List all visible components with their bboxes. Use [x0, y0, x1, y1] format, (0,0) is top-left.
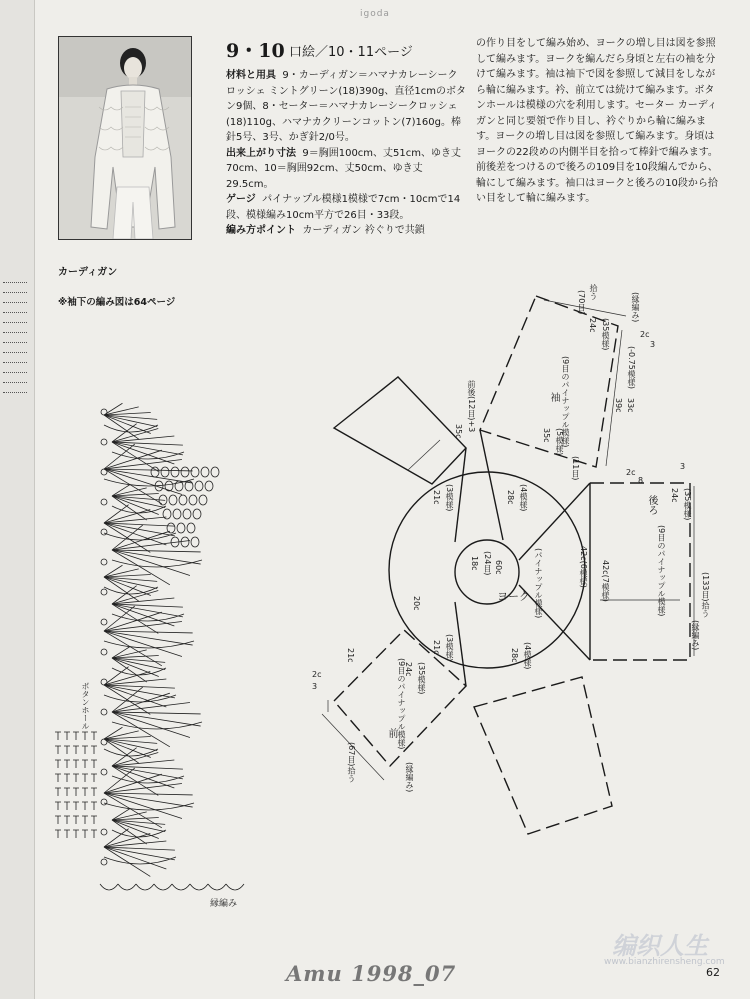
chart-stroke: [118, 884, 136, 890]
chart-stroke: [91, 788, 97, 796]
chart-stroke: [104, 469, 162, 504]
chart-stroke: [104, 631, 193, 633]
chart-stroke: [112, 586, 137, 604]
chart-stroke: [112, 712, 190, 738]
sleeve-rows: (-0.75模様): [627, 346, 636, 389]
chart-stroke: [136, 884, 154, 890]
chart-stroke: [211, 467, 219, 477]
chart-stroke: [104, 667, 129, 685]
sleeve-note: ※袖下の編み図は64ページ: [58, 297, 176, 308]
chart-stroke: [73, 774, 79, 782]
edge-front: (縁編み): [405, 762, 414, 793]
dim-11: (11目): [571, 456, 580, 481]
chart-stroke: [64, 816, 70, 824]
chart-stroke: [104, 784, 182, 794]
chart-stroke: [91, 732, 97, 740]
yoke-21c-b: 21c: [432, 640, 441, 655]
sleeve-24c-sub: (35模様): [601, 318, 610, 351]
dim-3-b: 3: [680, 462, 686, 471]
chart-stroke: [104, 523, 166, 545]
chart-stroke: [181, 537, 189, 547]
chart-stroke: [104, 631, 162, 666]
sleeve-35c: 35c: [542, 428, 551, 443]
chart-stroke: [112, 658, 165, 662]
pattern-number: 9・10: [226, 40, 285, 62]
chart-stroke: [82, 746, 88, 754]
chart-stroke: [101, 559, 107, 565]
chart-stroke: [101, 769, 107, 775]
chart-stroke: [104, 505, 129, 523]
neck-sts: (24目): [483, 551, 492, 576]
chart-stroke: [101, 529, 107, 535]
edge-back: (縁編み): [691, 620, 700, 651]
chart-stroke: [112, 496, 165, 500]
chart-stroke: [64, 760, 70, 768]
dim-3-c: 3: [312, 682, 318, 691]
chart-stroke: [64, 830, 70, 838]
chart-stroke: [161, 467, 169, 477]
chart-stroke: [73, 732, 79, 740]
chart-stroke: [171, 467, 179, 477]
chart-stroke: [199, 495, 207, 505]
chart-stroke: [104, 793, 193, 807]
chart-stroke: [55, 830, 61, 838]
chart-stroke: [112, 550, 201, 552]
chart-stroke: [112, 525, 143, 550]
chart-stroke: [112, 722, 202, 729]
materials-text: 9・カーディガン＝ハマナカレーシークロッシェ ミントグリーン(18)390g、直径1cmのボタン9個、8・セーター＝ハマナカレーシークロッシェ(18)110g、ハマナカクリーンコットン(7)160g。棒針5号、3号、かぎ針2/0号。: [226, 70, 466, 143]
chart-stroke: [172, 884, 190, 890]
chart-stroke: [104, 803, 194, 810]
instructions-continued: の作り目をして編み始め、ヨークの増し目は図を参照して編みます。ヨークを編んだら身頃と左右の袖を分けて編みます。袖は袖下で図を参照して減目をしながら輪に編みます。衿、前立ては続けて編みます。ボタンホールは模様の穴を利用します。セーター カーディガンと同じ要領で作り目し、衿ぐりから輪に編みます。ヨークの増し目は図を参照して編みます。身頃はヨークの22段めの内側半目を拾って棒針で編みます。前後差をつけるので後ろの109目を10段編んでから、輪にして編みます。袖口はヨークと後ろの10段から拾い目をして輪に編みます。: [476, 38, 718, 204]
chart-stroke: [82, 830, 88, 838]
front-upper-panel: [334, 377, 466, 484]
chart-stroke: [104, 739, 157, 743]
chart-stroke: [73, 802, 79, 810]
chart-stroke: [112, 712, 201, 714]
chart-stroke: [55, 802, 61, 810]
chart-stroke: [73, 746, 79, 754]
chart-stroke: [104, 622, 182, 632]
finished-size-heading: 出来上がり寸法: [226, 147, 296, 159]
yoke-28c-b: 28c: [510, 648, 519, 663]
chart-stroke: [104, 450, 162, 469]
chart-stroke: [82, 788, 88, 796]
chart-stroke: [183, 509, 191, 519]
chart-stroke: [55, 816, 61, 824]
sleeve-35c-sub: (5模様): [555, 428, 564, 456]
chart-stroke: [112, 703, 190, 713]
chart-stroke: [82, 816, 88, 824]
chart-stroke: [101, 829, 107, 835]
knitting-points-text: カーディガン 衿ぐりで共鎖: [302, 225, 425, 236]
chart-stroke: [193, 509, 201, 519]
chart-stroke: [112, 550, 170, 585]
chart-stroke: [104, 479, 194, 486]
chart-stroke: [64, 746, 70, 754]
chart-stroke: [64, 732, 70, 740]
front-20c: 20c: [412, 596, 421, 611]
buttonhole-label: ボタンホール: [81, 682, 90, 730]
chart-stroke: [91, 746, 97, 754]
chart-stroke: [73, 760, 79, 768]
chart-stroke: [104, 631, 193, 645]
yoke-sts: 前後(12目)+3: [467, 380, 476, 433]
chart-stroke: [177, 523, 185, 533]
front-24c: 24c: [404, 662, 413, 677]
chart-stroke: [73, 788, 79, 796]
magazine-brand: Amu 1998_07: [286, 961, 457, 986]
chart-stroke: [55, 732, 61, 740]
materials-heading: 材料と用具: [226, 70, 276, 81]
watermark-url: www.bianzhirensheng.com: [604, 957, 725, 967]
chart-stroke: [101, 409, 107, 415]
chart-stroke: [151, 467, 159, 477]
chart-stroke: [112, 424, 137, 442]
chart-stroke: [208, 884, 226, 890]
chart-stroke: [101, 499, 107, 505]
page-number: 62: [706, 966, 720, 979]
chart-stroke: [91, 760, 97, 768]
sleeve-panel-2: [474, 677, 612, 834]
yoke-21c-sub-b: (3模様): [445, 634, 454, 662]
chart-stroke: [187, 523, 195, 533]
yoke-28c-sub-b: (4模様): [523, 642, 532, 670]
dim-2c-c: 2c: [312, 670, 322, 679]
gauge-text: パイナップル模様1模様で7cm・10cmで14段、模様編み10cm平方で26目・33段。: [226, 194, 461, 221]
chart-stroke: [104, 460, 182, 470]
chart-stroke: [104, 793, 182, 819]
chart-stroke: [167, 523, 175, 533]
neck-dim: 18c: [470, 556, 479, 571]
chart-stroke: [73, 830, 79, 838]
yoke-21c-sub-a: (3模様): [445, 484, 454, 512]
chart-stroke: [104, 415, 157, 419]
sleeve-70-sub: 拾う: [589, 284, 598, 300]
chart-stroke: [112, 748, 137, 766]
yoke-pattern: (パイナップル模様): [534, 548, 543, 619]
chart-stroke: [104, 577, 157, 581]
chart-stroke: [181, 467, 189, 477]
back-24c: 24c: [670, 488, 679, 503]
back-133: (133目)拾う: [701, 572, 710, 618]
chart-stroke: [55, 788, 61, 796]
chart-stroke: [101, 859, 107, 865]
chart-stroke: [82, 774, 88, 782]
chart-stroke: [91, 802, 97, 810]
front-label: 前: [386, 728, 397, 738]
chart-stroke: [191, 467, 199, 477]
site-tag: igoda: [360, 9, 390, 19]
chart-stroke: [173, 509, 181, 519]
chart-stroke: [112, 712, 170, 747]
yoke-28c-a: 28c: [506, 490, 515, 505]
chart-stroke: [55, 746, 61, 754]
chart-stroke: [101, 799, 107, 805]
chart-stroke: [104, 612, 162, 631]
chart-stroke: [91, 816, 97, 824]
chart-stroke: [104, 793, 162, 828]
chart-stroke: [191, 537, 199, 547]
chart-stroke: [112, 687, 143, 712]
chart-stroke: [165, 481, 173, 491]
chart-stroke: [104, 829, 129, 847]
dim-8-a: 8: [638, 476, 644, 485]
chart-stroke: [154, 884, 172, 890]
sleeve-24c: 24c: [588, 318, 597, 333]
chart-stroke: [205, 481, 213, 491]
back-pattern: (9目のパイナップル模様): [657, 525, 666, 617]
front-pattern: (9目のパイナップル模様): [397, 658, 406, 750]
chart-stroke: [101, 679, 107, 685]
chart-stroke: [101, 469, 107, 475]
dim-2c-a: 2c: [640, 330, 650, 339]
chart-stroke: [55, 760, 61, 768]
crochet-chart: [55, 403, 244, 890]
chart-stroke: [112, 550, 190, 576]
chart-stroke: [82, 732, 88, 740]
yoke-28c-sub-a: (4模様): [519, 484, 528, 512]
page-reference: 口絵／10・11ページ: [289, 45, 413, 60]
sleeve-pattern: (9目のパイナップル模様): [561, 356, 570, 448]
chart-stroke: [104, 444, 135, 469]
chart-stroke: [104, 606, 135, 631]
chart-stroke: [73, 816, 79, 824]
front-24c-sub: (35模様): [417, 662, 426, 695]
chart-stroke: [82, 760, 88, 768]
chart-stroke: [55, 774, 61, 782]
finished-size-text: 9＝胸囲100cm、丈51cm、ゆき丈70cm、10＝胸囲92cm、丈50cm、ゆき丈29.5cm。: [226, 147, 462, 190]
chart-stroke: [163, 509, 171, 519]
chart-stroke: [104, 469, 193, 471]
chart-stroke: [101, 439, 107, 445]
gauge-heading: ゲージ: [226, 194, 256, 205]
chart-stroke: [104, 685, 166, 707]
chart-stroke: [112, 604, 174, 626]
section-label: カーディガン: [58, 267, 118, 278]
edge-top: (縁編み): [631, 292, 640, 323]
yoke-21c-a: 21c: [432, 490, 441, 505]
chart-stroke: [104, 774, 162, 793]
chart-stroke: [91, 830, 97, 838]
front-21c: 21c: [346, 648, 355, 663]
chart-stroke: [112, 766, 174, 788]
front-67: (67目)拾う: [347, 742, 356, 783]
neck-chain: 60c: [494, 560, 503, 575]
edge-bottom-label: 縁編み: [210, 899, 238, 909]
back-24c-sub: (35模様): [683, 488, 692, 521]
chart-stroke: [101, 619, 107, 625]
chart-stroke: [64, 802, 70, 810]
yoke-42c: 42c(6模様): [579, 546, 588, 588]
chart-stroke: [189, 495, 197, 505]
chart-stroke: [112, 560, 202, 567]
chart-stroke: [190, 884, 208, 890]
sleeve-label: 袖: [548, 392, 559, 402]
chart-stroke: [101, 589, 107, 595]
sleeve-70: (70目): [577, 290, 586, 315]
chart-stroke: [64, 774, 70, 782]
sleeve-length: 39c: [614, 398, 623, 413]
chart-stroke: [104, 847, 166, 869]
chart-stroke: [104, 631, 182, 657]
sleeve-33c: 33c: [626, 398, 635, 413]
chart-stroke: [104, 768, 135, 793]
chart-stroke: [64, 788, 70, 796]
chart-stroke: [104, 793, 193, 795]
chart-stroke: [226, 884, 244, 890]
chart-stroke: [101, 739, 107, 745]
chart-stroke: [101, 649, 107, 655]
yoke-35c: 35c: [454, 424, 463, 439]
watermark-logo: 编织人生: [612, 932, 708, 960]
back-42c: 42c(7模様): [601, 560, 610, 602]
back-label: 後ろ: [646, 495, 657, 515]
chart-stroke: [100, 884, 118, 890]
chart-stroke: [112, 820, 165, 824]
chart-stroke: [91, 774, 97, 782]
chart-stroke: [82, 802, 88, 810]
chart-stroke: [112, 550, 201, 564]
chart-stroke: [112, 442, 174, 464]
knitting-points-heading: 編み方ポイント: [226, 225, 296, 236]
chart-stroke: [201, 467, 209, 477]
dim-2c-b: 2c: [626, 468, 636, 477]
chart-stroke: [179, 495, 187, 505]
chart-stroke: [169, 495, 177, 505]
chart-stroke: [195, 481, 203, 491]
chart-stroke: [104, 641, 194, 648]
dim-3-a: 3: [650, 340, 656, 349]
chart-stroke: [101, 709, 107, 715]
chart-stroke: [112, 712, 201, 726]
yoke-label: ヨーク: [497, 590, 530, 603]
